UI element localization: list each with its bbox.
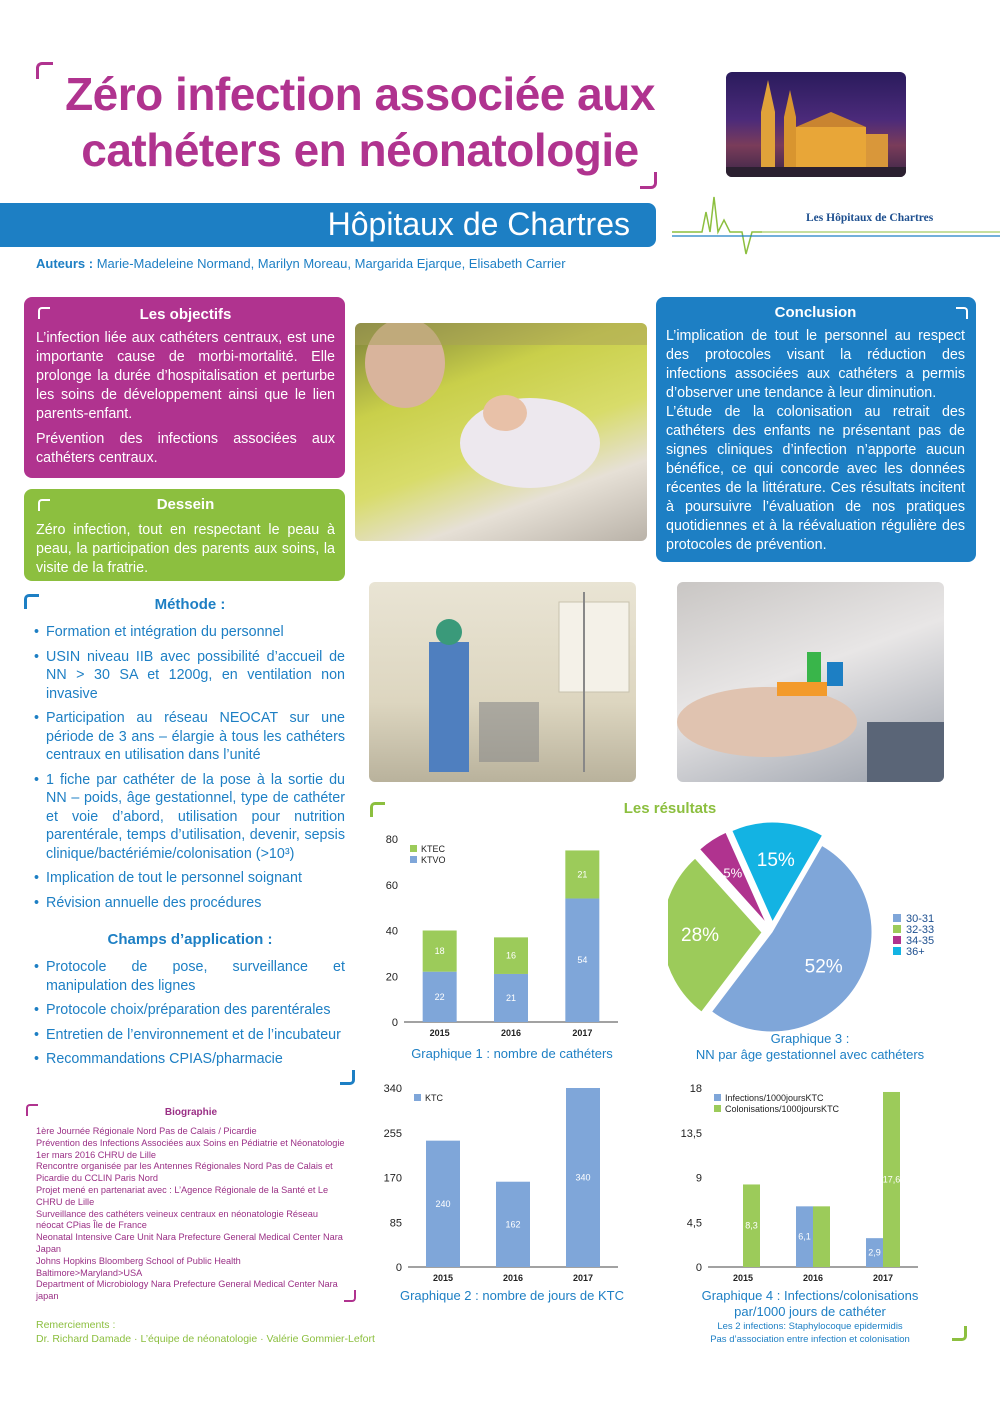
x-tick-label: 2017 xyxy=(572,1273,594,1283)
bio-line: Surveillance des cathéters veineux centraux en néonatologie Réseau néocat CPias Île de France xyxy=(36,1208,318,1231)
champs-item: • Protocole de pose, surveillance et manipulation des lignes xyxy=(34,958,345,995)
cathedral-photo xyxy=(726,72,906,177)
legend-label: KTVO xyxy=(421,855,446,865)
methode-item: • 1 fiche par cathéter de la pose à la sortie du NN – poids, âge gestationnel, type de cathéter et voie d’abord, utilisation pour nutrition parentérale, temps d’utilisation, devenir, sepsis clinique/bactériémie/colonisation (>10³) xyxy=(34,771,345,864)
hospital-logo xyxy=(672,192,1000,272)
pie-value-label: 52% xyxy=(804,956,843,978)
y-tick-label: 20 xyxy=(385,971,398,984)
bar-value-label: 340 xyxy=(575,1172,591,1183)
catheter-illustration xyxy=(677,582,944,782)
authors-names: Marie-Madeleine Normand, Marilyn Moreau, Margarida Ejarque, Elisabeth Carrier xyxy=(96,256,566,271)
skin-to-skin-illustration xyxy=(355,323,647,541)
conclusion-bracket-icon xyxy=(956,307,968,319)
bio-line: Department of Microbiology Nara Prefecture General Medical Center Nara japan xyxy=(36,1279,338,1302)
remerciements-title: Remerciements : xyxy=(36,1319,116,1331)
methode-item: • USIN niveau IIB avec possibilité d’accueil de NN > 30 SA et 1200g, en ventilation non invasive xyxy=(34,648,345,704)
dessein-box xyxy=(24,489,345,581)
pie-value-label: 15% xyxy=(756,850,795,872)
y-tick-label: 0 xyxy=(391,1017,398,1029)
hospital-name: Hôpitaux de Chartres xyxy=(327,206,630,242)
legend-swatch xyxy=(893,936,901,944)
nurse-illustration xyxy=(369,582,636,782)
dessein-bracket-icon xyxy=(38,499,50,511)
conclusion-text-1: L’implication de tout le personnel au respect des protocoles visant la réduction des infections associées aux cathéters a permis d’observer une tendance à leur diminution. xyxy=(666,328,965,401)
title-line-1: Zéro infection associée aux xyxy=(65,68,655,120)
bio-line: Rencontre organisée par les Antennes Régionales Nord Pas de Calais et Picardie du CCLIN Paris Nord xyxy=(36,1161,333,1184)
y-tick-label: 80 xyxy=(385,834,398,846)
y-tick-label: 40 xyxy=(385,925,398,938)
champs-item: • Recommandations CPIAS/pharmacie xyxy=(34,1050,345,1069)
champs-list xyxy=(34,958,345,1069)
objectifs-text-1: L’infection liée aux cathéters centraux, est une importante cause de morbi-mortalité. Elle prolonge la durée d’hospitalisation et perturbe les soins de développement ainsi que le lien parents-enfant. xyxy=(36,330,335,422)
x-tick-label: 2016 xyxy=(500,1028,522,1038)
x-tick-label: 2016 xyxy=(802,1273,824,1283)
legend-label: 30-31 xyxy=(906,913,935,925)
bar-value-label: 6,1 xyxy=(798,1231,811,1242)
y-tick-label: 255 xyxy=(383,1127,402,1140)
bar-value-label: 54 xyxy=(577,955,588,966)
legend-swatch xyxy=(893,947,901,955)
chart4-caption-2: par/1000 jours de cathéter xyxy=(734,1304,886,1319)
nurse-photo xyxy=(369,582,636,782)
legend-swatch xyxy=(893,925,901,933)
page-title xyxy=(50,66,670,178)
x-tick-label: 2017 xyxy=(572,1028,593,1038)
methode-item: • Implication de tout le personnel soignant xyxy=(34,869,345,888)
legend-label: Colonisations/1000joursKTC xyxy=(725,1104,840,1114)
chart3-caption-1: Graphique 3 : xyxy=(770,1031,850,1046)
y-tick-label: 60 xyxy=(385,879,398,892)
bar-value-label: 18 xyxy=(434,946,445,957)
y-tick-label: 4,5 xyxy=(686,1217,702,1230)
legend-swatch xyxy=(714,1094,721,1101)
methode-item: • Révision annuelle des procédures xyxy=(34,894,345,913)
x-tick-label: 2017 xyxy=(872,1273,894,1283)
bar-value-label: 8,3 xyxy=(745,1220,758,1231)
methode-list xyxy=(34,623,345,912)
y-tick-label: 0 xyxy=(695,1262,702,1274)
hospital-banner xyxy=(0,203,656,247)
bio-line: 1er mars 2016 CHRU de Lille xyxy=(36,1149,156,1160)
chart4-caption-1: Graphique 4 : Infections/colonisations xyxy=(701,1288,919,1303)
conclusion-box xyxy=(656,297,976,562)
title-line-2: cathéters en néonatologie xyxy=(81,124,639,176)
chart4-note-1: Les 2 infections: Staphylocoque epidermidis xyxy=(717,1321,903,1332)
legend-swatch xyxy=(414,1094,421,1101)
legend-swatch xyxy=(893,914,901,922)
results-bracket-icon xyxy=(370,802,385,817)
y-tick-label: 340 xyxy=(383,1083,402,1095)
bio-line: 1ère Journée Régionale Nord Pas de Calais / Picardie xyxy=(36,1126,257,1136)
bio-bracket-bottom-icon xyxy=(344,1290,356,1302)
dessein-title: Dessein xyxy=(156,496,215,513)
bio-line: Projet mené en partenariat avec : L’Agence Régionale de la Santé et Le CHRU de Lille xyxy=(36,1184,329,1207)
skin-to-skin-photo xyxy=(355,323,647,541)
bar-value-label: 162 xyxy=(505,1219,521,1230)
bar-value-label: 21 xyxy=(505,992,517,1003)
legend-label: KTC xyxy=(425,1093,443,1103)
title-bracket-bottom xyxy=(640,172,657,189)
objectifs-bracket-icon xyxy=(38,307,50,319)
bar-value-label: 17,6 xyxy=(882,1174,901,1185)
x-tick-label: 2015 xyxy=(429,1028,450,1038)
methode-item: • Participation au réseau NEOCAT sur une période de 3 ans – élargie à tous les cathéters centraux en utilisation dans l’unité xyxy=(34,709,345,765)
cathedral-illustration xyxy=(726,72,906,177)
pie-value-label: 28% xyxy=(681,925,720,947)
methode-title: Méthode : xyxy=(154,596,226,613)
chart-jours-ktc xyxy=(368,1080,628,1286)
bar xyxy=(813,1206,830,1267)
y-tick-label: 13,5 xyxy=(680,1127,702,1140)
bar-value-label: 240 xyxy=(435,1198,451,1209)
logo-skyline-icon xyxy=(672,192,1000,272)
legend-swatch xyxy=(410,845,417,852)
bar-value-label: 2,9 xyxy=(868,1247,881,1258)
y-tick-label: 0 xyxy=(395,1262,402,1274)
chart4-note-2: Pas d’association entre infection et colonisation xyxy=(710,1334,910,1345)
legend-label: 36+ xyxy=(906,946,925,958)
legend-label: 34-35 xyxy=(906,935,935,947)
bar-value-label: 16 xyxy=(505,950,517,961)
objectifs-box xyxy=(24,297,345,478)
chart2-caption: Graphique 2 : nombre de jours de KTC xyxy=(399,1288,624,1303)
legend-label: 32-33 xyxy=(906,924,935,936)
objectifs-title: Les objectifs xyxy=(139,306,232,323)
legend-label: KTEC xyxy=(421,844,446,854)
champs-item: • Protocole choix/préparation des parentérales xyxy=(34,1001,345,1020)
charts-bracket-icon xyxy=(952,1326,967,1341)
biographie-title: Biographie xyxy=(164,1107,218,1118)
legend-label: Infections/1000joursKTC xyxy=(725,1093,824,1103)
catheter-photo xyxy=(677,582,944,782)
results-title: Les résultats xyxy=(623,800,717,817)
chart-infections-colonisations xyxy=(668,1080,928,1286)
champs-bracket-icon xyxy=(340,1070,355,1085)
conclusion-text-2: L’étude de la colonisation au retrait des cathéters des enfants ne présentant pas de signes cliniques d’infection n’apporte aucun bénéfice, ce qui concorde avec les données récentes de la littérature. Ces résultats incitent à poursuivre l’évaluation de nos pratiques quotidiennes et à la réévaluation régulière des protocoles de prévention. xyxy=(666,404,965,553)
objectifs-text-2: Prévention des infections associées aux cathéters centraux. xyxy=(36,431,335,466)
y-tick-label: 9 xyxy=(695,1172,702,1185)
remerciements-text: Dr. Richard Damade · L’équipe de néonatologie · Valérie Gommier-Lefort xyxy=(36,1333,375,1345)
y-tick-label: 85 xyxy=(389,1217,402,1230)
methode-item: • Formation et intégration du personnel xyxy=(34,623,345,642)
logo-text: Les Hôpitaux de Chartres xyxy=(806,212,934,224)
y-tick-label: 170 xyxy=(383,1172,402,1185)
champs-item: • Entretien de l’environnement et de l’incubateur xyxy=(34,1026,345,1045)
x-tick-label: 2016 xyxy=(502,1273,524,1283)
chart1-caption: Graphique 1 : nombre de cathéters xyxy=(411,1046,613,1061)
bio-line: Neonatal Intensive Care Unit Nara Prefecture General Medical Center Nara Japan xyxy=(36,1232,343,1254)
chart3-caption-2: NN par âge gestationnel avec cathéters xyxy=(695,1047,925,1062)
authors-label: Auteurs : xyxy=(36,256,94,271)
biographie-list xyxy=(36,1126,346,1303)
authors-line xyxy=(36,256,566,271)
bar-value-label: 21 xyxy=(577,869,588,880)
pie-value-label: 5% xyxy=(723,865,743,881)
dessein-text: Zéro infection, tout en respectant le peau à peau, la participation des parents aux soins, la visite de la fratrie. xyxy=(36,522,335,576)
chart-age-gestationnel xyxy=(668,822,958,1032)
y-tick-label: 18 xyxy=(689,1083,702,1095)
x-tick-label: 2015 xyxy=(432,1273,454,1283)
champs-title: Champs d’application : xyxy=(107,931,273,948)
x-tick-label: 2015 xyxy=(732,1273,754,1283)
conclusion-title: Conclusion xyxy=(774,304,857,321)
chart-nombre-catheters xyxy=(368,830,628,1042)
bio-line: Johns Hopkins Bloomberg School of Public Health Baltimore>Maryland>USA xyxy=(36,1255,241,1278)
bar-value-label: 22 xyxy=(434,991,445,1002)
bio-line: Prévention des Infections Associées aux Soins en Pédiatrie et Néonatologie xyxy=(36,1137,345,1148)
legend-swatch xyxy=(410,856,417,863)
legend-swatch xyxy=(714,1105,721,1112)
